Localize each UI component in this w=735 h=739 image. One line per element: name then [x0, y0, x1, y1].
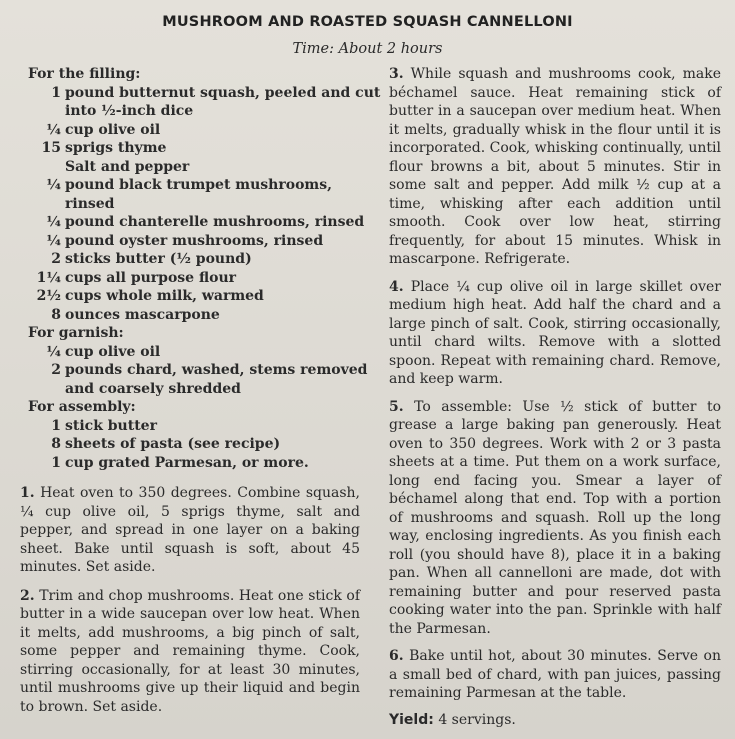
right-column	[389, 65, 721, 729]
ingredient-quantity: 2	[51, 362, 61, 378]
ingredient-row	[20, 435, 360, 454]
ingredient-text: sprigs thyme	[65, 140, 167, 156]
ingredient-text: pound black trumpet mushrooms,	[65, 177, 332, 193]
ingredient-quantity: 1	[51, 417, 61, 434]
assembly-items	[20, 417, 360, 473]
ingredient-row	[20, 232, 360, 251]
filling-items	[20, 84, 381, 325]
recipe-time: Time: About 2 hours	[292, 41, 443, 57]
ingredient-row	[20, 361, 368, 380]
step-text: Heat oven to 350 degrees. Combine squash, ¼ cup olive oil, 5 sprigs thyme, salt and pepper, and spread in one layer on a baking sheet. Bake until squash is soft, about 45 minutes. Set aside.	[20, 485, 360, 575]
ingredient-row	[20, 158, 360, 177]
step-6	[389, 647, 721, 703]
ingredient-text: cup olive oil	[65, 343, 161, 360]
assembly-header: For assembly:	[28, 399, 136, 415]
ingredient-row	[20, 269, 360, 288]
filling-header: For the filling:	[28, 66, 141, 82]
ingredient-row	[20, 213, 365, 232]
ingredients-list	[20, 65, 381, 472]
step-text: Trim and chop mushrooms. Heat one stick of butter in a wide saucepan over low heat. When it melts, add mushrooms, a big pinch of salt, some pepper and remaining thyme. Cook, stirring occasionally, for at least 30 minutes, until mushrooms give up their liquid and begin to brown. Set aside.	[20, 587, 361, 715]
ingredient-row	[20, 195, 360, 214]
ingredient-text: and coarsely shredded	[65, 380, 241, 397]
recipe-yield	[389, 711, 721, 730]
step-number: 3.	[389, 66, 404, 82]
garnish-header: For garnish:	[28, 325, 124, 341]
ingredient-text: sticks butter (½ pound)	[65, 251, 252, 267]
yield-value: 4 servings.	[438, 711, 516, 728]
ingredient-text: pound chanterelle mushrooms, rinsed	[65, 214, 365, 230]
ingredient-text: Salt and pepper	[65, 158, 190, 175]
step-4	[389, 278, 721, 389]
ingredient-row	[20, 121, 360, 140]
step-number: 6.	[389, 648, 404, 664]
ingredient-quantity: 15	[41, 140, 61, 156]
ingredient-row	[20, 454, 360, 473]
step-1	[20, 484, 360, 577]
step-number: 4.	[389, 278, 404, 295]
ingredient-row	[20, 417, 360, 436]
ingredient-row	[20, 380, 360, 399]
ingredient-row	[20, 306, 360, 325]
ingredient-row	[20, 84, 381, 103]
ingredient-quantity: 8	[51, 306, 61, 323]
ingredient-row	[20, 250, 360, 269]
ingredient-text: rinsed	[65, 195, 115, 212]
step-3	[389, 65, 721, 269]
ingredient-quantity: 2	[51, 251, 61, 267]
ingredient-quantity: ¼	[46, 343, 61, 360]
ingredient-text: stick butter	[65, 417, 157, 434]
ingredient-text: cup olive oil	[65, 121, 161, 138]
ingredient-text: pound butternut squash, peeled and cut	[65, 84, 381, 101]
ingredient-quantity: 1	[51, 454, 61, 471]
step-5	[389, 398, 721, 639]
step-text: To assemble: Use ½ stick of butter to grease a large baking pan generously. Heat oven to 350 degrees. Work with 2 or 3 pasta sheets at a time. Put them on a work surface, long end facing you. Smear a layer of béchamel along that end. Top with a portion of mushrooms and squash. Roll up the long way, enclosing ingredients. As you finish each roll (you should have 8), place it in a baking pan. When all cannelloni are made, dot with remaining butter and pour reserved pasta cooking water into the pan. Sprinkle with half the Parmesan.	[389, 398, 722, 637]
ingredient-quantity: 1	[51, 84, 61, 101]
ingredient-text: pound oyster mushrooms, rinsed	[65, 232, 324, 249]
recipe-title: MUSHROOM AND ROASTED SQUASH CANNELLONI	[162, 14, 573, 30]
step-text: While squash and mushrooms cook, make béchamel sauce. Heat remaining stick of butter in a saucepan over medium heat. When it melts, gradually whisk in the flour until it is incorporated. Cook, whisking continually, until flour browns a bit, about 5 minutes. Stir in some salt and pepper. Add milk ½ cup at a time, whisking after each addition until smooth. Cook over low heat, stirring frequently, for about 15 minutes. Whisk in mascarpone. Refrigerate.	[389, 66, 721, 267]
ingredient-quantity: ¼	[46, 121, 61, 138]
ingredient-text: into ½-inch dice	[65, 103, 194, 119]
left-column	[20, 65, 381, 716]
step-text: Place ¼ cup olive oil in large skillet over medium high heat. Add half the chard and a large pinch of salt. Cook, stirring occasionally, until chard wilts. Remove with a slotted spoon. Repeat with remaining chard. Remove, and keep warm.	[389, 278, 721, 387]
ingredient-row	[20, 176, 360, 195]
ingredient-row	[20, 287, 360, 306]
yield-label: Yield:	[389, 711, 434, 728]
step-number: 5.	[389, 398, 404, 415]
ingredient-text: sheets of pasta (see recipe)	[65, 436, 281, 452]
ingredient-row	[20, 102, 360, 121]
step-text: Bake until hot, about 30 minutes. Serve on a small bed of chard, with pan juices, passing remaining Parmesan at the table.	[389, 648, 721, 701]
step-number: 1.	[20, 485, 35, 501]
ingredient-row	[20, 139, 360, 158]
ingredient-quantity: 8	[51, 436, 61, 452]
ingredient-quantity: 1¼	[36, 269, 61, 286]
step-2	[20, 587, 360, 717]
ingredient-text: cups whole milk, warmed	[65, 288, 264, 304]
ingredient-quantity: ¼	[46, 232, 61, 249]
ingredient-text: cups all purpose flour	[65, 269, 237, 286]
garnish-items	[20, 343, 368, 399]
ingredient-text: pounds chard, washed, stems removed	[65, 362, 368, 378]
ingredient-text: cup grated Parmesan, or more.	[65, 454, 309, 471]
ingredient-quantity: ¼	[46, 177, 61, 193]
ingredient-text: ounces mascarpone	[65, 306, 220, 323]
ingredient-quantity: ¼	[46, 214, 61, 230]
step-number: 2.	[20, 587, 35, 604]
ingredient-quantity: 2½	[36, 288, 61, 304]
ingredient-row	[20, 343, 360, 362]
